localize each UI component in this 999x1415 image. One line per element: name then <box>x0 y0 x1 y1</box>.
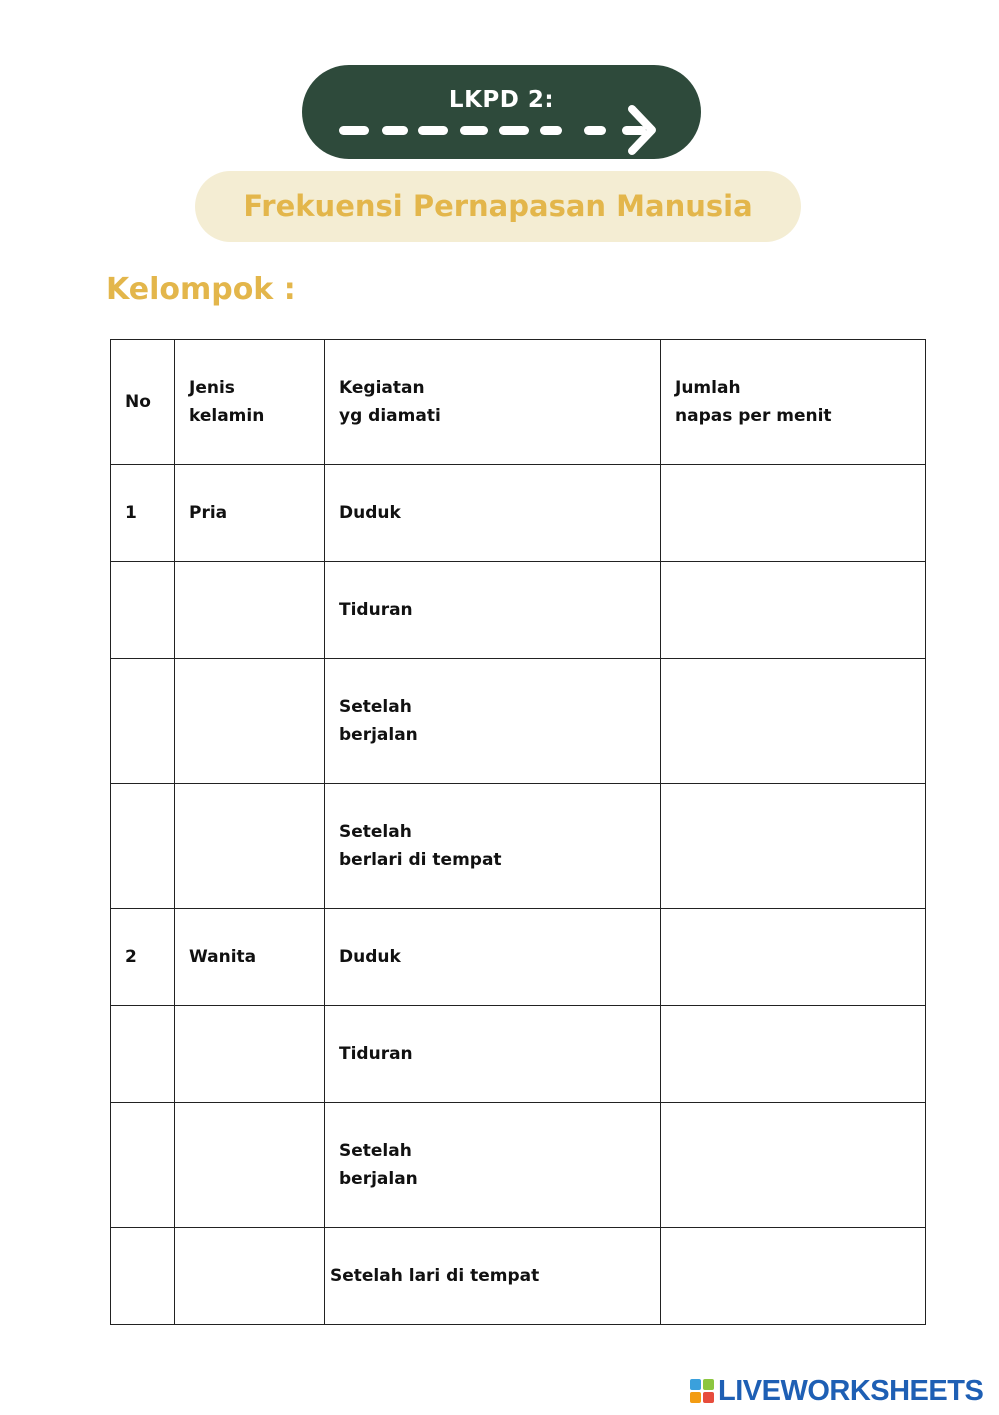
cell-activity: Duduk <box>325 909 661 1006</box>
table-row <box>111 784 926 909</box>
table-row <box>111 909 926 1006</box>
table-row <box>111 1228 926 1325</box>
header-banner <box>302 65 701 159</box>
cell-breaths-input[interactable] <box>661 784 926 909</box>
cell-breaths-input[interactable] <box>661 1006 926 1103</box>
table-row <box>111 1006 926 1103</box>
header-breaths: Jumlah napas per menit <box>661 340 926 465</box>
cell-activity: Duduk <box>325 465 661 562</box>
cell-gender: Wanita <box>175 909 325 1006</box>
cell-breaths-input[interactable] <box>661 909 926 1006</box>
observation-table <box>110 339 926 1325</box>
header-no: No <box>111 340 175 465</box>
group-label: Kelompok : <box>106 272 296 307</box>
cell-activity: Tiduran <box>325 562 661 659</box>
dashed-arrow-icon <box>302 65 701 159</box>
subtitle-banner <box>195 171 801 242</box>
table-row <box>111 465 926 562</box>
cell-activity: Tiduran <box>325 1006 661 1103</box>
cell-no: 1 <box>111 465 175 562</box>
cell-no <box>111 1006 175 1103</box>
cell-gender <box>175 1228 325 1325</box>
table-row <box>111 659 926 784</box>
cell-gender <box>175 1006 325 1103</box>
cell-gender <box>175 659 325 784</box>
cell-breaths-input[interactable] <box>661 562 926 659</box>
cell-breaths-input[interactable] <box>661 659 926 784</box>
cell-gender <box>175 562 325 659</box>
cell-breaths-input[interactable] <box>661 1228 926 1325</box>
cell-gender <box>175 1103 325 1228</box>
cell-breaths-input[interactable] <box>661 465 926 562</box>
worksheet-label: LKPD 2: <box>448 87 555 113</box>
table-header-row <box>111 340 926 465</box>
header-gender: Jenis kelamin <box>175 340 325 465</box>
logo-text: LIVEWORKSHEETS <box>718 1374 984 1407</box>
logo-mark-icon <box>690 1379 714 1403</box>
liveworksheets-logo <box>690 1375 983 1407</box>
cell-no <box>111 1228 175 1325</box>
header-activity: Kegiatan yg diamati <box>325 340 661 465</box>
table-row <box>111 562 926 659</box>
table-row <box>111 1103 926 1228</box>
cell-no: 2 <box>111 909 175 1006</box>
cell-activity: Setelah berlari di tempat <box>325 784 661 909</box>
cell-no <box>111 784 175 909</box>
cell-breaths-input[interactable] <box>661 1103 926 1228</box>
cell-no <box>111 562 175 659</box>
worksheet-title: Frekuensi Pernapasan Manusia <box>243 189 753 223</box>
cell-activity: Setelah berjalan <box>325 1103 661 1228</box>
cell-gender <box>175 784 325 909</box>
cell-activity: Setelah berjalan <box>325 659 661 784</box>
cell-gender: Pria <box>175 465 325 562</box>
cell-activity: Setelah lari di tempat <box>325 1228 661 1325</box>
cell-no <box>111 659 175 784</box>
cell-no <box>111 1103 175 1228</box>
